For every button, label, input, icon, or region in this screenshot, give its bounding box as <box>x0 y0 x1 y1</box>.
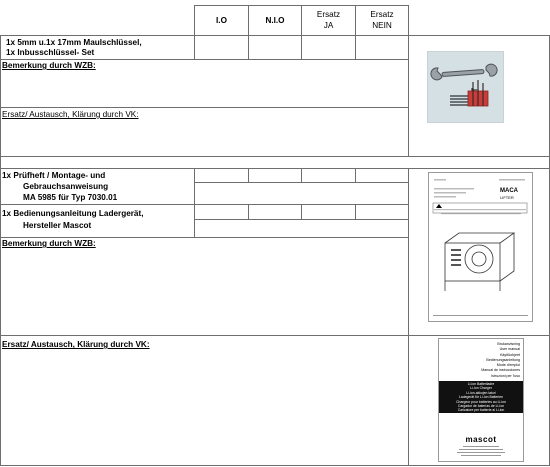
grid-line <box>194 182 195 204</box>
language-item: Manual de instrucciones <box>481 368 520 373</box>
charger-title-line: Ladegerät für Li-Ion Batterien <box>458 395 504 400</box>
grid-line <box>194 182 408 183</box>
item-wrenches-line2: 1x Inbusschlüssel- Set <box>6 48 95 57</box>
remark-label: Bemerkung durch WZB: <box>2 239 96 248</box>
grid-line <box>408 35 409 156</box>
header-ersatz-ja-line1: Ersatz <box>316 10 341 19</box>
grid-line <box>0 35 1 466</box>
header-ersatz-ja-line2: JA <box>323 21 334 30</box>
item-charger-manual-line1: 1x Bedienungsanleitung Ladergerät, <box>2 209 144 218</box>
grid-line <box>0 168 550 169</box>
language-item: Bedienungsanleitung <box>486 357 520 362</box>
grid-line <box>408 168 409 466</box>
maca-logo-sub: LIFTER <box>500 195 514 200</box>
charger-title-line: Li-Ion Charger <box>470 386 492 391</box>
language-item: Brukanvisning <box>497 342 520 346</box>
grid-line <box>0 335 550 336</box>
header-io: I.O <box>216 16 227 25</box>
grid-line <box>301 168 302 182</box>
grid-line <box>0 35 550 36</box>
mascot-logo: mascot <box>465 435 497 444</box>
charger-title-line: Chargeur pour batteries au Li-ion <box>456 399 506 404</box>
wrench-set-photo <box>427 51 504 123</box>
maca-logo: MACA <box>500 188 518 194</box>
grid-line <box>194 168 195 182</box>
grid-line <box>355 204 356 219</box>
grid-line <box>194 219 408 220</box>
grid-line <box>301 204 302 219</box>
replace-label: Ersatz/ Austausch, Klärung durch VK: <box>2 340 150 349</box>
mascot-manual-cover-image <box>438 338 524 462</box>
grid-line <box>355 168 356 182</box>
charger-title-line: Li-ion-akkujen laturi <box>466 390 496 395</box>
grid-line <box>248 168 249 182</box>
remark-label: Bemerkung durch WZB: <box>2 61 96 70</box>
language-item: User manual <box>499 347 520 352</box>
item-wrenches-line1: 1x 5mm u.1x 17mm Maulschlüssel, <box>6 38 142 47</box>
grid-line <box>0 156 550 157</box>
grid-line <box>248 5 249 59</box>
grid-line <box>194 219 195 237</box>
language-item: Mode d'emploi <box>496 363 520 368</box>
replace-label: Ersatz/ Austausch, Klärung durch VK: <box>2 110 139 119</box>
item-manual-line2: Gebrauchsanweisung <box>23 182 109 191</box>
grid-line <box>0 237 408 238</box>
charger-title-line: Cargador de baterías de Li-Ion <box>457 404 505 409</box>
grid-line <box>0 465 550 466</box>
language-item: Istruzioni per l'uso <box>491 373 520 378</box>
item-manual-line1: 1x Prüfheft / Montage- und <box>2 171 106 180</box>
grid-line <box>248 204 249 219</box>
charger-title-line: Caricatore per batterie al Li-ion <box>457 408 505 413</box>
grid-line <box>194 5 195 59</box>
grid-line <box>0 204 408 205</box>
wrench-icon <box>428 52 503 122</box>
item-manual-line3: MA 5985 für Typ 7030.01 <box>23 193 118 202</box>
header-ersatz-nein-line1: Ersatz <box>370 10 394 19</box>
grid-line <box>0 107 408 108</box>
language-item: Käyttöohjeet <box>500 352 520 357</box>
mascot-footer-lines <box>439 339 523 461</box>
grid-line <box>0 59 408 60</box>
header-nio: N.I.O <box>265 16 285 25</box>
grid-line <box>194 204 195 219</box>
header-ersatz-nein-line2: NEIN <box>372 21 392 30</box>
charger-title-line: Li-ion Batteriladre <box>467 382 495 386</box>
item-charger-manual-line2: Hersteller Mascot <box>23 221 92 230</box>
manual-cover-image <box>428 172 533 322</box>
